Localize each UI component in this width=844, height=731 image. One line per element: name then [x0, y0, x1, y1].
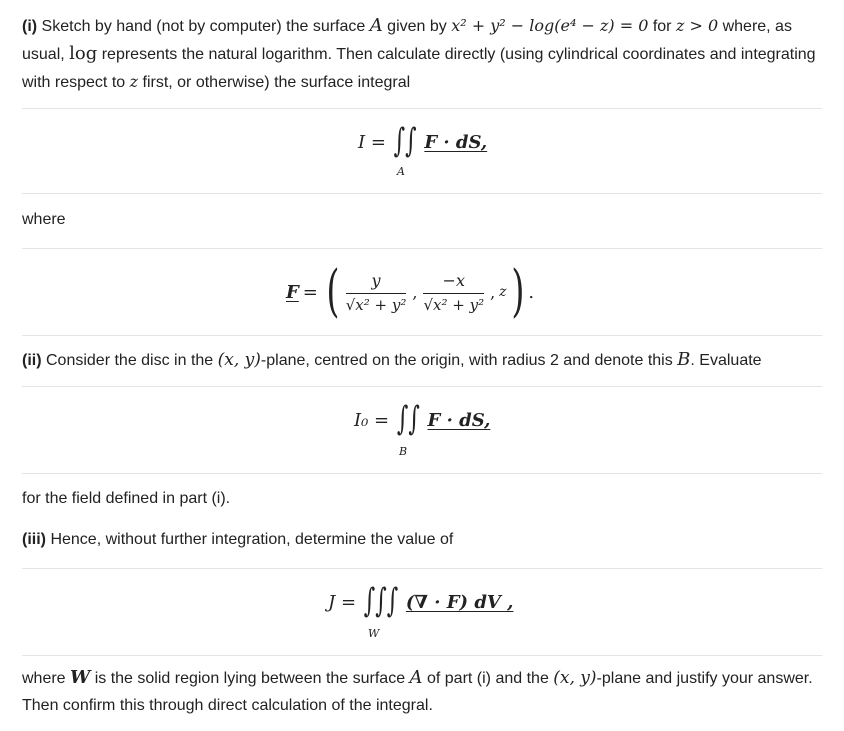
period: . [528, 281, 535, 303]
final-text: where [22, 670, 71, 687]
equation-lhs: J = [328, 592, 357, 613]
integrand: F · dS, [427, 410, 491, 431]
equation-J-block [22, 568, 822, 656]
part-i-paragraph [22, 12, 822, 96]
left-paren: ( [326, 259, 340, 324]
disc-name: B [677, 349, 691, 370]
double-integral-sign: ∫∫ [393, 122, 417, 161]
equation-I0-block [22, 386, 822, 474]
equation-F [286, 255, 534, 329]
integral-subscript: B [399, 445, 408, 458]
part-i-label: (i) [22, 18, 38, 35]
comma: , [490, 282, 496, 302]
fraction-2 [423, 271, 484, 314]
surface-equation: x² + y² − log(e⁴ − z) = 0 [451, 16, 649, 35]
plane-label: (x, y) [217, 350, 261, 370]
part-ii-label: (ii) [22, 352, 42, 369]
integral-subscript: W [368, 627, 380, 640]
denominator-1: √x² + y² [345, 295, 407, 314]
part-iii-label: (iii) [22, 531, 46, 548]
triple-integral-sign: ∫∫∫ [363, 582, 399, 621]
region-name: W [70, 667, 91, 688]
field-F: F [286, 281, 299, 303]
equation-I-block [22, 108, 822, 194]
log-word: log [69, 43, 98, 64]
equation-I0 [354, 400, 491, 439]
final-paragraph [22, 664, 822, 719]
third-component: z [499, 284, 507, 300]
equation-J [328, 582, 514, 621]
equals-sign: = [302, 281, 318, 303]
equation-lhs: I = [358, 132, 386, 153]
part-i-text: given by [382, 18, 452, 35]
final-text: of part (i) and the [422, 670, 554, 687]
surface-name: A [409, 667, 423, 688]
final-text: -plane and justify your answer. Then confirm this through direct calculation of the integral. [22, 670, 813, 714]
numerator-2: −x [423, 271, 484, 294]
integrand: F · dS, [424, 132, 488, 153]
part-ii-text: -plane, centred on the origin, with radius 2 and denote this [260, 352, 678, 369]
right-paren: ) [510, 259, 525, 324]
part-ii-text: . Evaluate [690, 352, 762, 369]
part-i-text: represents the natural logarithm. Then calculate directly (using cylindrical coordinates and integrating with respect to [22, 46, 816, 91]
part-iii-text: Hence, without further integration, determine the value of [46, 531, 454, 548]
plane-label: (x, y) [553, 668, 597, 688]
where-text: where [22, 211, 66, 228]
denominator-2: √x² + y² [423, 295, 485, 314]
integrand: (∇ · F) dV , [405, 592, 514, 613]
fraction-1 [346, 271, 407, 314]
part-i-text: first, or otherwise) the surface integral [138, 74, 411, 91]
part-ii-paragraph [22, 346, 822, 374]
part-ii-text: Consider the disc in the [41, 352, 218, 369]
z-variable: z [129, 72, 139, 91]
equation-lhs: I₀ = [354, 410, 390, 431]
comma: , [412, 282, 418, 302]
integral-subscript: A [397, 165, 405, 178]
after-ii-text: for the field defined in part (i). [22, 490, 231, 507]
condition: z > 0 [675, 16, 719, 35]
part-i-text: where, as usual, [22, 18, 792, 63]
part-i-text: Sketch by hand (not by computer) the surface [37, 18, 370, 35]
numerator-1: y [346, 271, 407, 294]
final-text: is the solid region lying between the surface [90, 670, 410, 687]
part-i-text: for [648, 18, 676, 35]
double-integral-sign: ∫∫ [396, 400, 420, 439]
part-iii-paragraph [22, 526, 822, 553]
equation-F-block [22, 248, 822, 336]
surface-name: A [369, 15, 383, 36]
equation-I [358, 122, 488, 161]
